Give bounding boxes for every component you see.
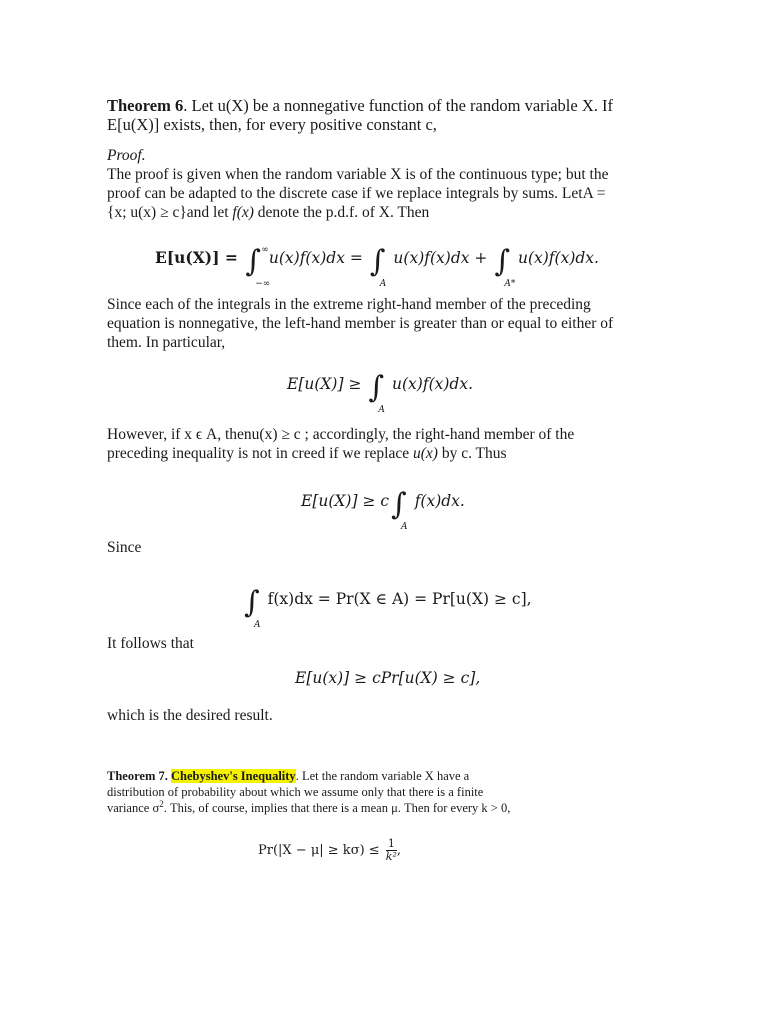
proof-paragraph: Proof. The proof is given when the random variable X is of the continuous type; but the proof can be adapted to the discrete case if we replace integrals by sums. LetA = {x; u(x) ≥ c}and let f(x) denote the p.d.f. of X. Then (107, 147, 609, 221)
equation-expectation-split: E[u(X)] = ∫ ∞ −∞ u(x)f(x)dx = ∫ A u(x)f(x)dx + ∫ A* u(x)f(x)dx. (155, 244, 599, 289)
follows-text: It follows that (107, 635, 194, 652)
however-paragraph: However, if x ϵ A, thenu(x) ≥ c ; accordingly, the right-hand member of the preceding inequality is not in creed if we replace u(x) by c. Thus (107, 426, 575, 462)
integral-sign: ∫ A (369, 244, 387, 289)
equation-chebyshev: Pr(|X − μ| ≥ kσ) ≤ $\frac{1}{\text{k²}}$ , (258, 837, 402, 863)
integral-sign: ∫ A (368, 370, 385, 415)
desired-result-text: which is the desired result. (107, 707, 273, 724)
equation-inequality-1: E[u(X)] ≥ ∫ A u(x)f(x)dx. (287, 370, 473, 415)
theorem7-statement: Theorem 7. Chebyshev's Inequality. Let the random variable X have a distribution of probability about which we assume only that there is a finite variance $\sigma^2$. This, of course, implies that there is a mean μ. Then for every k > 0, (107, 769, 511, 815)
equation-probability: ∫ A f(x)dx = Pr(X ∈ A) = Pr[u(X) ≥ c], (244, 585, 532, 630)
fraction: $\frac{1}{\text{k²}}$ (385, 837, 397, 863)
theorem6-statement: Theorem 6. Let u(X) be a nonnegative function of the random variable X. If E[u(X)] exists, then, for every positive constant c, (107, 96, 613, 134)
theorem7-label: Theorem 7. (107, 769, 171, 783)
equation-result: E[u(x)] ≥ cPr[u(X) ≥ c], (295, 669, 481, 687)
integral-sign: ∫ A (391, 487, 408, 532)
equation-inequality-2: E[u(X)] ≥ c∫ A f(x)dx. (301, 487, 465, 532)
since-text: Since (107, 539, 142, 556)
chebyshev-highlight: Chebyshev's Inequality (171, 769, 296, 783)
integral-sign: ∫ A (244, 585, 261, 630)
integral-sign: ∫ ∞ −∞ (245, 244, 271, 289)
integrals-nonnegative-paragraph: Since each of the integrals in the extreme right-hand member of the preceding equation is nonnegative, the left-hand member is greater than or equal to either of them. In particular, (107, 296, 614, 351)
proof-label: Proof. (107, 147, 146, 164)
theorem6-label: Theorem 6 (107, 96, 184, 115)
integral-sign: ∫ A* (494, 244, 516, 289)
